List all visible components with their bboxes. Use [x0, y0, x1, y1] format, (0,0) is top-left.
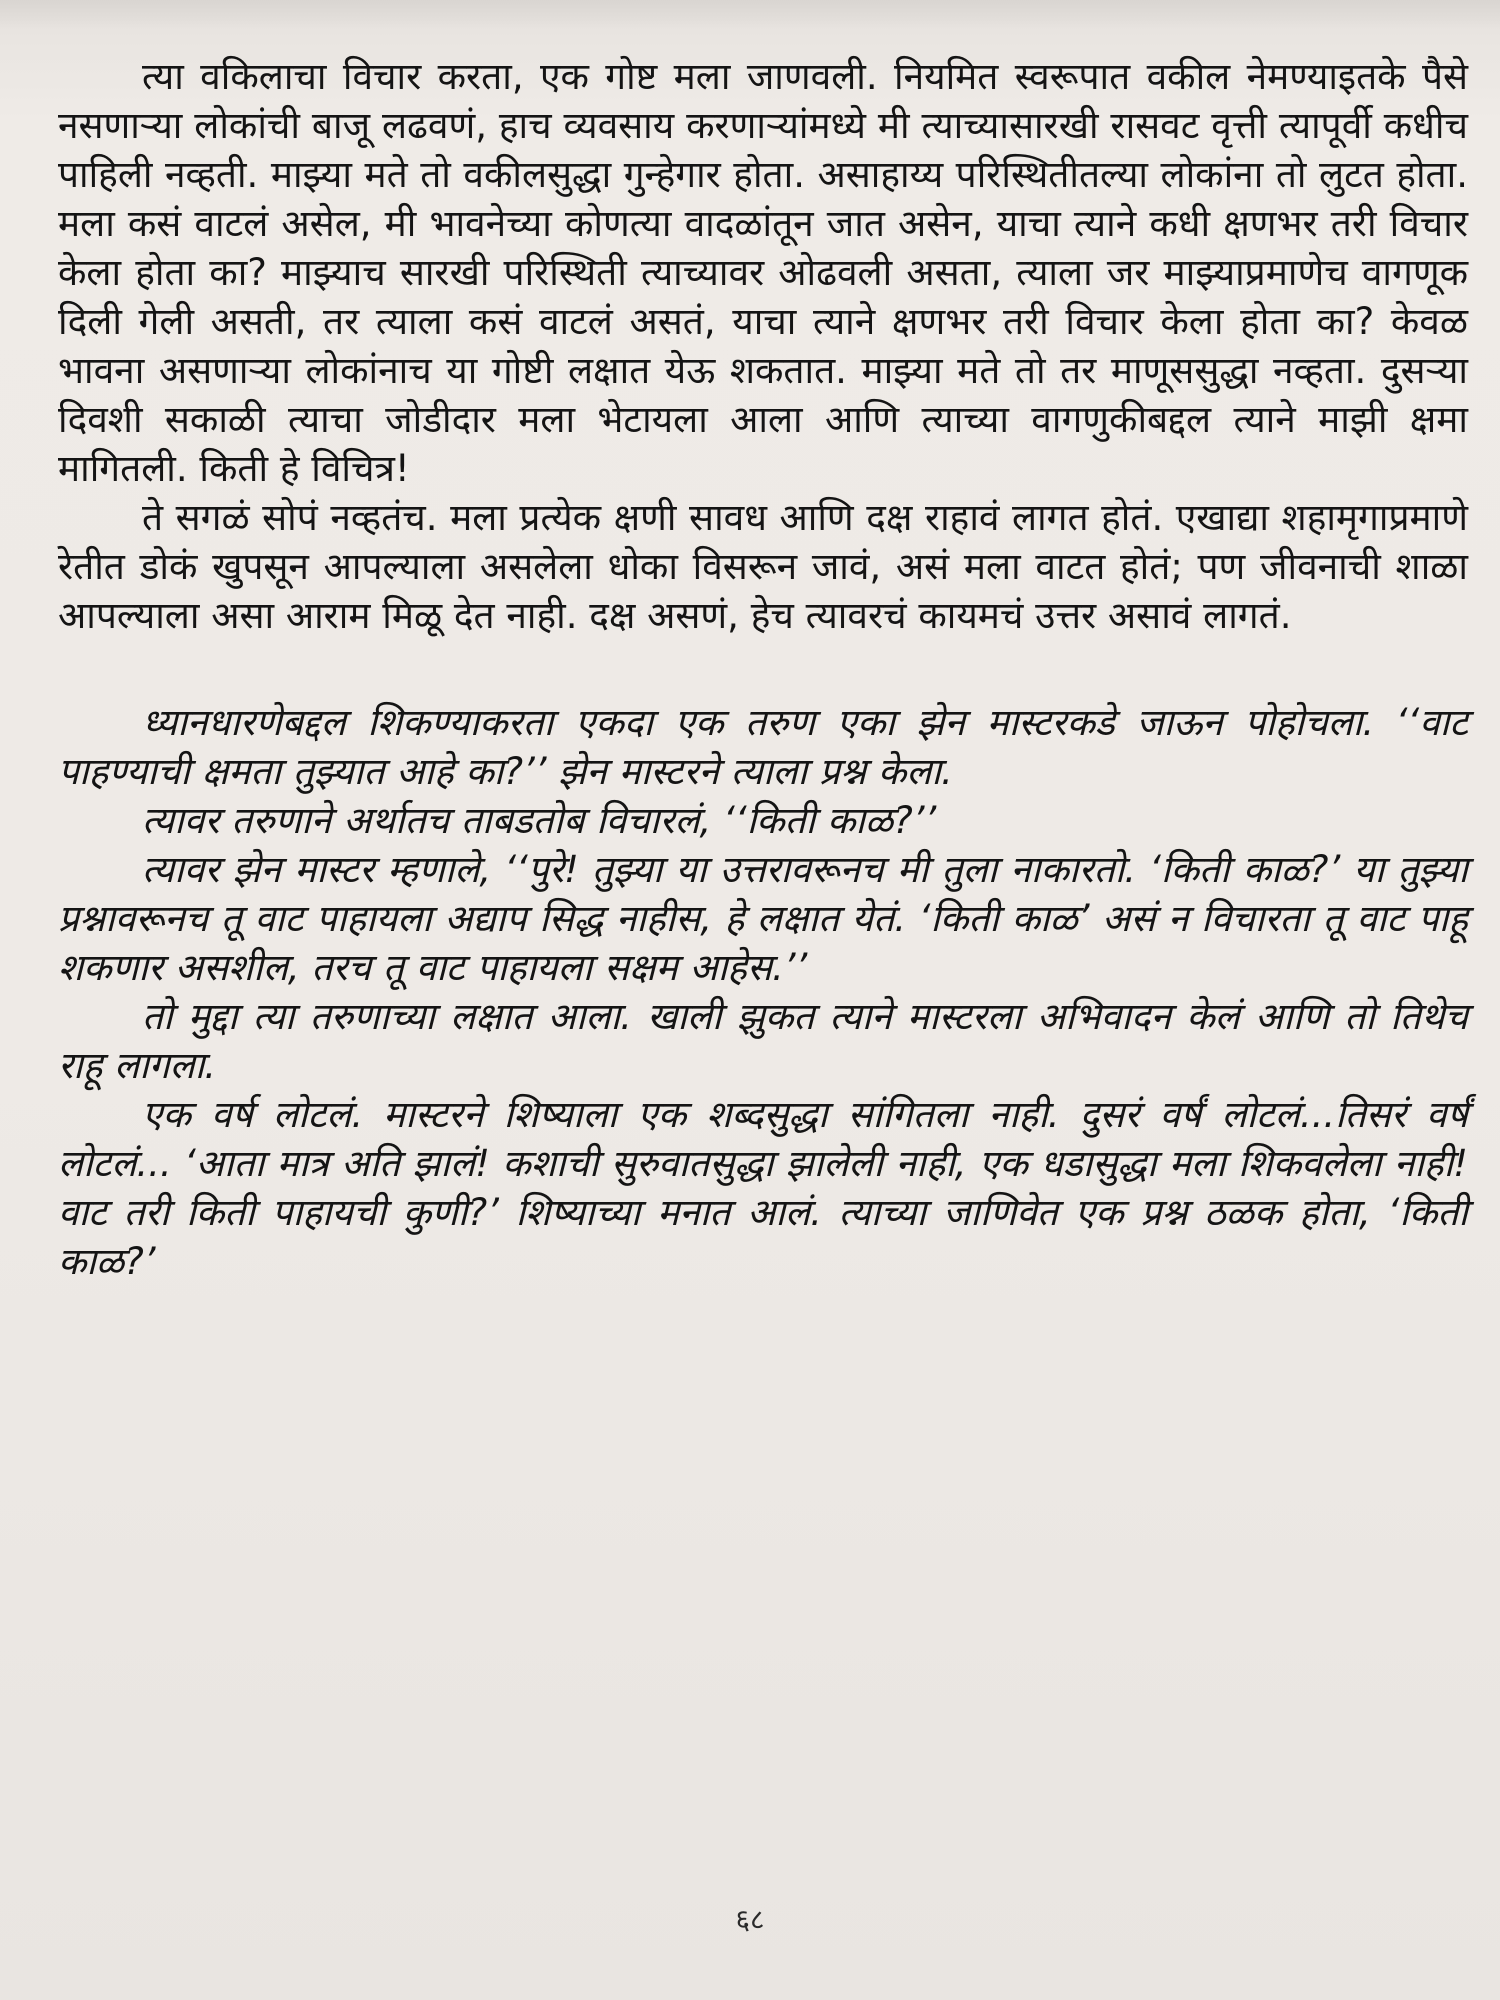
page-body	[58, 52, 1468, 1286]
top-edge-shadow	[0, 0, 1500, 30]
story-paragraph-understanding: तो मुद्दा त्या तरुणाच्या लक्षात आला. खाली झुकत त्याने मास्टरला अभिवादन केलं आणि तो तिथेच राहू लागला.	[58, 995, 1468, 1087]
paragraph-lawyer: त्या वकिलाचा विचार करता, एक गोष्ट मला जाणवली. नियमित स्वरूपात वकील नेमण्याइतके पैसे नसणाऱ्या लोकांची बाजू लढवणं, हाच व्यवसाय करणाऱ्यांमध्ये मी त्याच्यासारखी रासवट वृत्ती त्यापूर्वी कधीच पाहिली नव्हती. माझ्या मते तो वकीलसुद्धा गुन्हेगार होता. असाहाय्य परिस्थितीतल्या लोकांना तो लुटत होता. मला कसं वाटलं असेल, मी भावनेच्या कोणत्या वादळांतून जात असेन, याचा त्याने कधी क्षणभर तरी विचार केला होता का? माझ्याच सारखी परिस्थिती त्याच्यावर ओढवली असता, त्याला जर माझ्याप्रमाणेच वागणूक दिली गेली असती, तर त्याला कसं वाटलं असतं, याचा त्याने क्षणभर तरी विचार केला होता का? केवळ भावना असणाऱ्या लोकांनाच या गोष्टी लक्षात येऊ शकतात. माझ्या मते तो तर माणूससुद्धा नव्हता. दुसऱ्या दिवशी सकाळी त्याचा जोडीदार मला भेटायला आला आणि त्याच्या वागणुकीबद्दल त्याने माझी क्षमा मागितली. किती हे विचित्र!	[58, 55, 1468, 490]
story-paragraph-intro: ध्यानधारणेबद्दल शिकण्याकरता एकदा एक तरुण एका झेन मास्टरकडे जाऊन पोहोचला. ‘‘वाट पाहण्याची क्षमता तुझ्यात आहे का?’’ झेन मास्टरने त्याला प्रश्न केला.	[58, 701, 1468, 793]
paragraph-alertness: ते सगळं सोपं नव्हतंच. मला प्रत्येक क्षणी सावध आणि दक्ष राहावं लागत होतं. एखाद्या शहामृगाप्रमाणे रेतीत डोकं खुपसून आपल्याला असलेला धोका विसरून जावं, असं मला वाटत होतं; पण जीवनाची शाळा आपल्याला असा आराम मिळू देत नाही. दक्ष असणं, हेच त्यावरचं कायमचं उत्तर असावं लागतं.	[58, 496, 1468, 637]
story-paragraph-master-reply: त्यावर झेन मास्टर म्हणाले, ‘‘पुरे! तुझ्या या उत्तरावरूनच मी तुला नाकारतो. ‘किती काळ?’ या तुझ्या प्रश्नावरूनच तू वाट पाहायला अद्याप सिद्ध नाहीस, हे लक्षात येतं. ‘किती काळ’ असं न विचारता तू वाट पाहू शकणार असशील, तरच तू वाट पाहायला सक्षम आहेस.’’	[58, 848, 1468, 989]
zen-story	[58, 698, 1468, 1286]
page-number: ६८	[735, 1903, 765, 1936]
story-paragraph-years: एक वर्ष लोटलं. मास्टरने शिष्याला एक शब्दसुद्धा सांगितला नाही. दुसरं वर्षं लोटलं...तिसरं वर्षं लोटलं... ‘आता मात्र अति झालं! कशाची सुरुवातसुद्धा झालेली नाही, एक धडासुद्धा मला शिकवलेला नाही! वाट तरी किती पाहायची कुणी?’ शिष्याच्या मनात आलं. त्याच्या जाणिवेत एक प्रश्न ठळक होता, ‘किती काळ?’	[58, 1093, 1468, 1283]
story-paragraph-question: त्यावर तरुणाने अर्थातच ताबडतोब विचारलं, ‘‘किती काळ?’’	[142, 799, 937, 842]
